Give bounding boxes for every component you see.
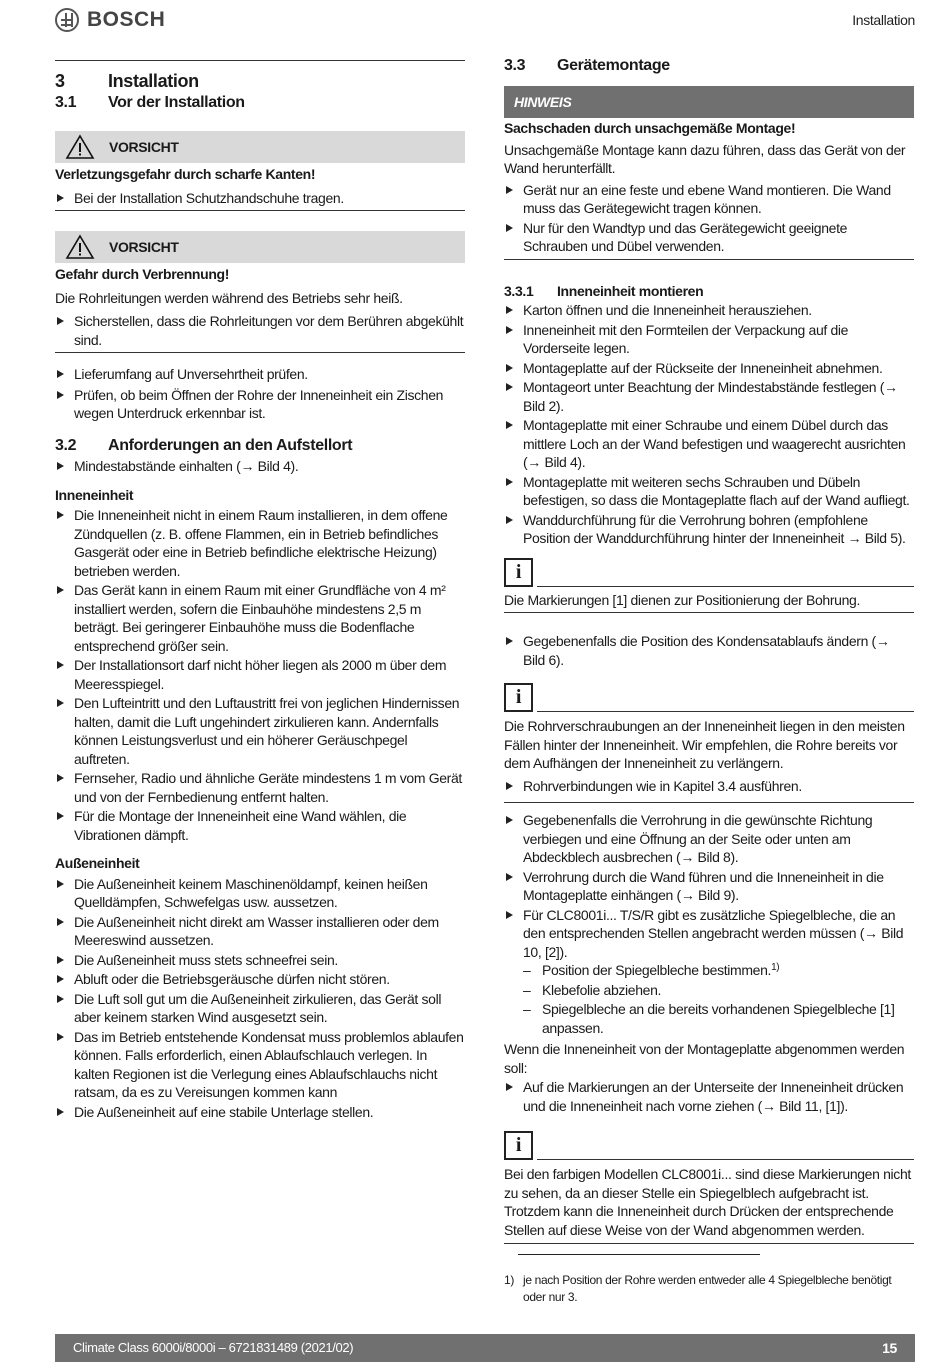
pre-install-list [55, 365, 465, 423]
section-3-3-heading: 3.3 Gerätemontage [504, 57, 670, 74]
info-icon: i [504, 558, 533, 587]
list-item: Prüfen, ob beim Öffnen der Rohre der Inneneinheit ein Zischen wegen Unterdruck erkennbar ist. [55, 386, 465, 423]
list-item: Wanddurchführung für die Verrohrung bohren (empfohlene Position der Wanddurchführung hinter der Inneneinheit → Bild 5). [504, 511, 914, 548]
bosch-logo [55, 8, 165, 32]
list-item: Die Inneneinheit nicht in einem Raum installieren, in dem offene Zündquellen (z. B. offene Flammen, ein in Betrieb befindliches Gasgerät oder eine in Betrieb befindliche elektrische Heizung) betrieben werden. [55, 506, 465, 580]
warning-triangle-icon [65, 234, 95, 260]
notice-list [504, 178, 914, 260]
info-icon: i [504, 683, 533, 712]
list-item: – Klebefolie abziehen. [523, 981, 914, 1000]
list-item: Montageort unter Beachtung der Mindestabstände festlegen (→ Bild 2). [504, 378, 914, 415]
document-id: Climate Class 6000i/8000i – 6721831489 (2021/02) [73, 1339, 354, 1355]
bosch-armature-icon [55, 8, 79, 32]
notice-title: Sachschaden durch unsachgemäße Montage! [504, 120, 796, 136]
list-item: Montageplatte mit weiteren sechs Schrauben und Dübeln befestigen, so dass die Montageplatte flach auf der Wand aufliegt. [504, 473, 914, 510]
list-item: Für die Montage der Inneneinheit eine Wand wählen, die Vibrationen dämpft. [55, 807, 465, 844]
caution-1-title: Verletzungsgefahr durch scharfe Kanten! [55, 166, 316, 182]
list-item: Die Außeneinheit auf eine stabile Unterlage stellen. [55, 1103, 465, 1122]
info-note-3-header [504, 1131, 914, 1160]
piping-steps [504, 811, 914, 961]
list-item: Die Außeneinheit keinem Maschinenöldampf, keinen heißen Quelldämpfen, Schwefelgas usw. aussetzen. [55, 875, 465, 912]
info-note-2-list [504, 773, 914, 804]
list-item: Gerät nur an eine feste und ebene Wand montieren. Die Wand muss das Gerätegewicht tragen können. [504, 181, 914, 218]
list-item: Inneneinheit mit den Formteilen der Verpackung auf die Vorderseite legen. [504, 321, 914, 358]
info-note-1-text: Die Markierungen [1] dienen zur Positionierung der Bohrung. [504, 587, 914, 614]
section-3-2-list [55, 457, 465, 476]
caution-box-2: VORSICHT [55, 231, 465, 263]
list-item: Das Gerät kann in einem Raum mit einer Grundfläche von 4 m² installiert werden, sofern die Einbauhöhe mindestens 2,5 m beträgt. Bei geringerer Einbauhöhe muss die Bodenflache entsprechend größer sein. [55, 581, 465, 655]
condensate-step [504, 632, 914, 669]
list-item: Montageplatte auf der Rückseite der Inneneinheit abnehmen. [504, 359, 914, 378]
indoor-unit-subheading: Inneneinheit [55, 486, 134, 503]
list-item: Montageplatte mit einer Schraube und einem Dübel durch das mittlere Loch an der Wand befestigen und waagerecht ausrichten (→ Bild 4). [504, 416, 914, 472]
section-3-1-heading: 3.1 Vor der Installation [55, 94, 245, 111]
list-item: Karton öffnen und die Inneneinheit herausziehen. [504, 301, 914, 320]
notice-box-header: HINWEIS [504, 86, 914, 118]
list-item: Gegebenenfalls die Position des Kondensatablaufs ändern (→ Bild 6). [504, 632, 914, 669]
list-item: Fernseher, Radio und ähnliche Geräte mindestens 1 m vom Gerät und von der Fernbedienung entfernt halten. [55, 769, 465, 806]
page-number: 15 [882, 1339, 897, 1356]
notice-text: Unsachgemäße Montage kann dazu führen, dass das Gerät von der Wand herunterfällt. [504, 141, 906, 176]
outdoor-unit-subheading: Außeneinheit [55, 855, 140, 871]
info-note-2-text: Die Rohrverschraubungen an der Inneneinheit liegen in den meisten Fällen hinter der Inneneinheit. Wir empfehlen, die Rohre bereits vor dem Aufhängen der Inneneinheit zu verlängern. [504, 718, 905, 771]
caution-2-list [55, 307, 465, 353]
info-icon: i [504, 1131, 533, 1160]
page-header [55, 8, 915, 34]
section-3-2-heading: 3.2 Anforderungen an den Aufstellort [55, 436, 353, 454]
indoor-unit-list [55, 506, 465, 844]
list-item: Lieferumfang auf Unversehrtheit prüfen. [55, 365, 465, 384]
list-item: – Spiegelbleche an die bereits vorhandenen Spiegelbleche [1] anpassen. [523, 1000, 914, 1037]
caution-1-list [55, 184, 465, 212]
page-footer [55, 1334, 915, 1362]
list-item: Bei der Installation Schutzhandschuhe tragen. [55, 189, 465, 208]
removal-intro: Wenn die Inneneinheit von der Montageplatte abgenommen werden soll: [504, 1041, 905, 1076]
outdoor-unit-list [55, 875, 465, 1122]
list-item: Auf die Markierungen an der Unterseite der Inneneinheit drücken und die Inneneinheit nach vorne ziehen (→ Bild 11, [1]). [504, 1078, 914, 1115]
caution-2-text: Die Rohrleitungen werden während des Betriebs sehr heiß. [55, 289, 403, 306]
caution-box-1: VORSICHT [55, 131, 465, 163]
list-item: Sicherstellen, dass die Rohrleitungen vor dem Berühren abgekühlt sind. [55, 312, 465, 349]
list-item: Nur für den Wandtyp und das Gerätegewicht geeignete Schrauben und Dübel verwenden. [504, 219, 914, 256]
list-item: Der Installationsort darf nicht höher liegen als 2000 m über dem Meeresspiegel. [55, 656, 465, 693]
list-item: Rohrverbindungen wie in Kapitel 3.4 ausführen. [504, 777, 914, 796]
list-item: Den Lufteintritt und den Luftaustritt frei von jeglichen Hindernissen halten, damit die Luft ungehindert zirkulieren kann. Andernfalls können Leistungsverlust und ein höherer Geräuschpegel auftreten. [55, 694, 465, 768]
section-3-3-1-heading: 3.3.1 Inneneinheit montieren [504, 282, 704, 299]
list-item: Mindestabstände einhalten (→ Bild 4). [55, 457, 465, 476]
footnote-ref: 1) [771, 962, 780, 973]
removal-steps [504, 1078, 914, 1115]
list-item: Die Luft soll gut um die Außeneinheit zirkulieren, das Gerät soll aber keinem starken Wind ausgesetzt sein. [55, 990, 465, 1027]
brand-name: BOSCH [87, 7, 166, 31]
list-item: – Position der Spiegelbleche bestimmen.$^{1)}$ [523, 961, 914, 980]
list-item: Abluft oder die Betriebsgeräusche dürfen nicht stören. [55, 970, 465, 989]
list-item: Das im Betrieb entstehende Kondensat muss problemlos ablaufen können. Falls erforderlich, einen Ablaufschlauch verlegen. In kalten Regionen ist die Verlegung eines Ablaufschlauchs nicht ratsam, da es zu Vereisungen kommen kann [55, 1028, 465, 1102]
indoor-mount-steps [504, 301, 914, 548]
info-note-1-header [504, 558, 914, 587]
warning-triangle-icon [65, 134, 95, 160]
caution-2-title: Gefahr durch Verbrennung! [55, 266, 230, 282]
info-note-3-text: Bei den farbigen Modellen CLC8001i... sind diese Markierungen nicht zu sehen, da an dieser Stelle ein Spiegelblech aufgebracht ist. Trotzdem kann die Inneneinheit durch Drücken der entsprechende Stellen auf diese Weise von der Wand abgenommen werden. [504, 1160, 914, 1244]
right-column [504, 57, 914, 1244]
list-item: Die Außeneinheit nicht direkt am Wasser installieren oder dem Meereswind aussetzen. [55, 913, 465, 950]
footnote-divider [518, 1254, 760, 1255]
chapter-heading: 3 Installation [55, 60, 465, 100]
info-note-2-header [504, 683, 914, 712]
section-label: Installation [852, 12, 915, 28]
list-item: Für CLC8001i... T/S/R gibt es zusätzliche Spiegelbleche, die an den entsprechenden Stellen angebracht werden müssen (→ Bild 10, [2]). [504, 906, 914, 962]
list-item: Verrohrung durch die Wand führen und die Inneneinheit in die Montageplatte einhängen (→ Bild 9). [504, 868, 914, 905]
list-item: Die Außeneinheit muss stets schneefrei sein. [55, 951, 465, 970]
footnote: 1) je nach Position der Rohre werden entweder alle 4 Spiegelbleche benötigt oder nur 3. [504, 1273, 892, 1304]
mirror-panel-substeps [523, 961, 914, 1037]
left-column [55, 60, 465, 1121]
list-item: Gegebenenfalls die Verrohrung in die gewünschte Richtung verbiegen und eine Öffnung an der Seite oder unten am Abdeckblech ausbrechen (→ Bild 8). [504, 811, 914, 867]
